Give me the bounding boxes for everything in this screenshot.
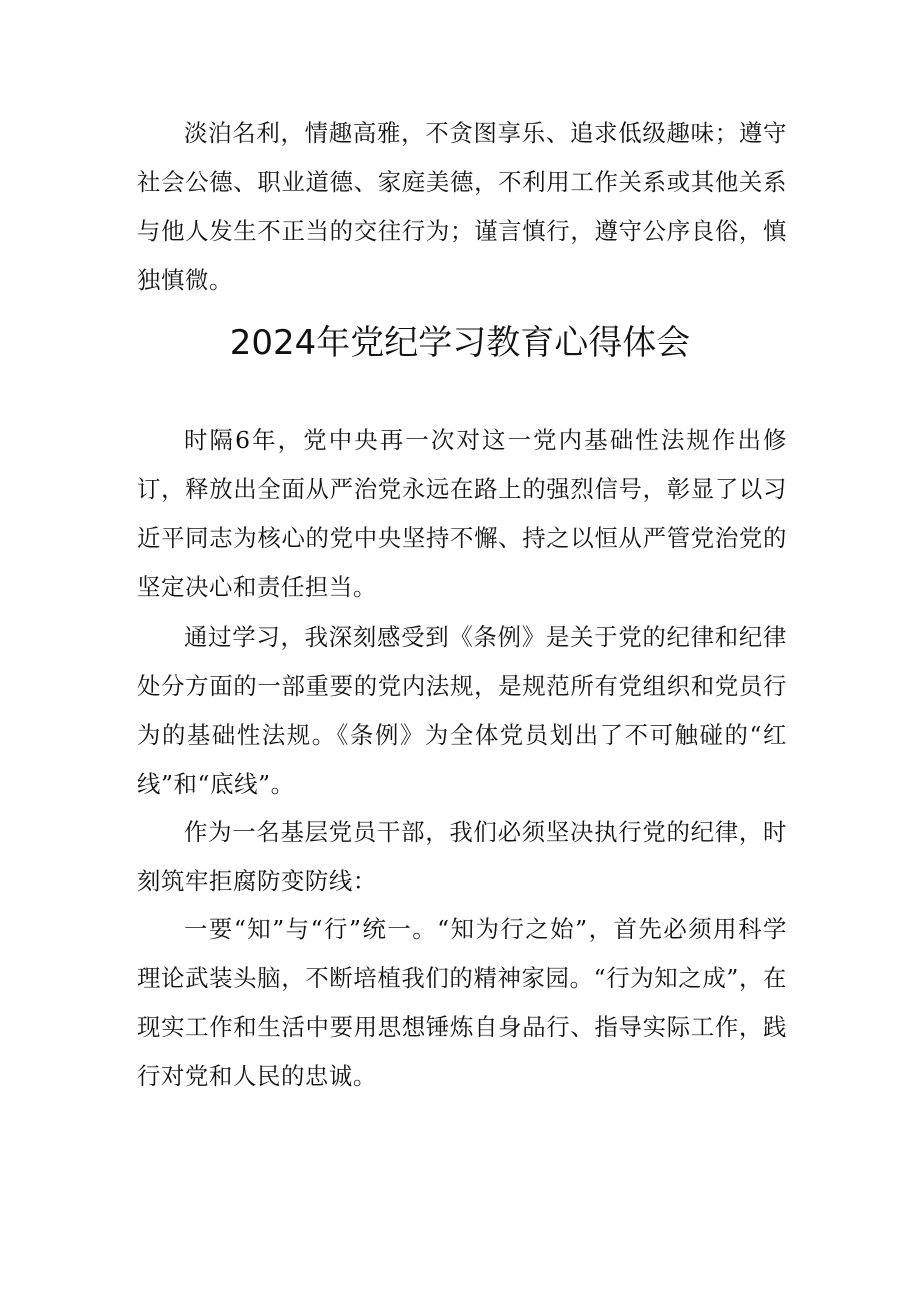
body-paragraph-2: 通过学习，我深刻感受到《条例》是关于党的纪律和纪律处分方面的一部重要的党内法规，是规范所有党组织和党员行为的基础性法规。《条例》为全体党员划出了不可触碰的“红线”和“底线”。 <box>137 623 787 798</box>
document-title: 2024年党纪学习教育心得体会 <box>229 323 691 363</box>
body-paragraph-1: 时隔6年，党中央再一次对这一党内基础性法规作出修订，释放出全面从严治党永远在路上的强烈信号，彰显了以习近平同志为核心的党中央坚持不懈、持之以恒从严管党治党的坚定决心和责任担当。 <box>137 426 787 601</box>
intro-paragraph: 淡泊名利，情趣高雅，不贪图享乐、追求低级趣味；遵守社会公德、职业道德、家庭美德，不利用工作关系或其他关系与他人发生不正当的交往行为；谨言慎行，遵守公序良俗，慎独慎微。 <box>137 119 787 294</box>
body-paragraph-3: 作为一名基层党员干部，我们必须坚决执行党的纪律，时刻筑牢拒腐防变防线： <box>137 818 787 895</box>
body-paragraph-4: 一要“知”与“行”统一。“知为行之始”，首先必须用科学理论武装头脑，不断培植我们的精神家园。“行为知之成”，在现实工作和生活中要用思想锤炼自身品行、指导实际工作，践行对党和人民的忠诚。 <box>137 915 787 1090</box>
